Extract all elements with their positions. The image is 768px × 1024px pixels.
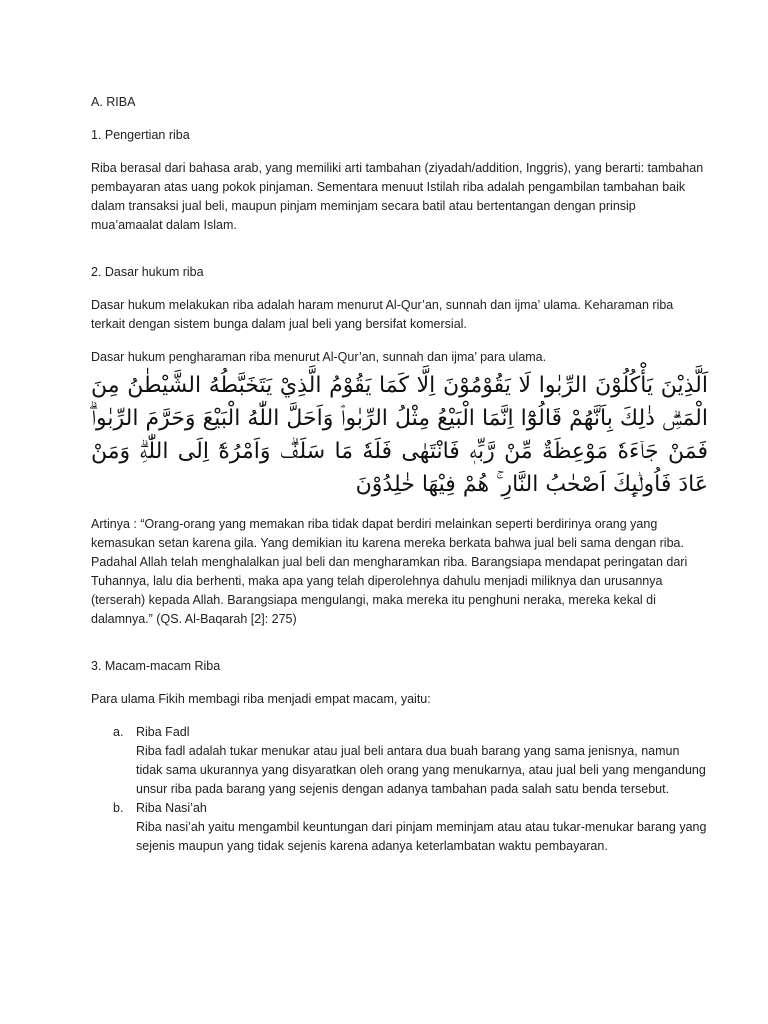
list-item-title: Riba Nasi’ah	[136, 801, 207, 815]
list-item	[91, 799, 708, 856]
list-item-body	[136, 723, 708, 799]
riba-types-list	[91, 723, 708, 856]
section-3-heading: 3. Macam-macam Riba	[91, 659, 221, 673]
list-item-body	[136, 799, 708, 856]
verse-translation: Artinya : “Orang-orang yang memakan riba tidak dapat berdiri melainkan seperti berdirinya orang yang kemasukan setan karena gila. Yang demikian itu karena mereka berkata bahwa jual beli sama dengan riba. Padahal Allah telah menghalalkan jual beli dan mengharamkan riba. Barangsiapa mendapat peringatan dari Tuhannya, lalu dia berhenti, maka apa yang telah diperolehnya dahulu menjadi miliknya dan urusannya (terserah) kepada Allah. Barangsiapa mengulangi, maka mereka itu penghuni neraka, mereka kekal di dalamnya.” (QS. Al-Baqarah [2]: 275)	[91, 517, 688, 626]
section-spacer	[91, 249, 708, 263]
section-1-heading: 1. Pengertian riba	[91, 128, 190, 142]
list-item	[91, 723, 708, 799]
section-title: A. RIBA	[91, 95, 136, 109]
types-intro: Para ulama Fikih membagi riba menjadi empat macam, yaitu:	[91, 692, 431, 706]
list-item-text: Riba fadl adalah tukar menukar atau jual beli antara dua buah barang yang sama jenisnya, namun tidak sama ukurannya yang disyaratkan oleh orang yang menukarnya, atau jual beli yang mengandung unsur riba pada barang yang sejenis dengan adanya tambahan pada salah satu benda tersebut.	[136, 744, 706, 796]
section-spacer	[91, 643, 708, 657]
list-item-title: Riba Fadl	[136, 725, 190, 739]
list-marker: a.	[113, 725, 124, 739]
arabic-verse: اَلَّذِيْنَ يَأْكُلُوْنَ الرِّبٰوا لَا يَقُوْمُوْنَ اِلَّا كَمَا يَقُوْمُ الَّذِيْ يَتَخَبَّطُهُ الشَّيْطٰنُ مِنَ الْمَسِّۗ ذٰلِكَ بِاَنَّهُمْ قَالُوْٓا اِنَّمَا الْبَيْعُ مِثْلُ الرِّبٰواۘ وَاَحَلَّ اللّٰهُ الْبَيْعَ وَحَرَّمَ الرِّبٰواۗ فَمَنْ جَاۤءَهٗ مَوْعِظَةٌ مِّنْ رَّبِّهٖ فَانْتَهٰى فَلَهٗ مَا سَلَفَۗ وَاَمْرُهٗٓ اِلَى اللّٰهِۗ وَمَنْ عَادَ فَاُولٰۤىِٕكَ اَصْحٰبُ النَّارِ ۚ هُمْ فِيْهَا خٰلِدُوْنَ	[91, 373, 708, 497]
definition-paragraph: Riba berasal dari bahasa arab, yang memiliki arti tambahan (ziyadah/addition, Inggris), yang berarti: tambahan pembayaran atas uang pokok pinjaman. Sementara menuut Istilah riba adalah pengambilan tambahan baik dalam transaksi jual beli, maupun pinjam meminjam secara batil atau bertentangan dengan prinsip mua’amaalat dalam Islam.	[91, 161, 704, 232]
list-marker: b.	[113, 801, 124, 815]
section-2-heading: 2. Dasar hukum riba	[91, 265, 204, 279]
legal-basis-intro: Dasar hukum pengharaman riba menurut Al-Qur’an, sunnah dan ijma’ para ulama.	[91, 350, 547, 364]
legal-basis-paragraph: Dasar hukum melakukan riba adalah haram menurut Al-Qur’an, sunnah dan ijma’ ulama. Keharaman riba terkait dengan sistem bunga dalam jual beli yang bersifat komersial.	[91, 298, 674, 331]
list-item-text: Riba nasi’ah yaitu mengambil keuntungan dari pinjam meminjam atau atau tukar-menukar barang yang sejenis maupun yang tidak sejenis karena adanya keterlambatan waktu pembayaran.	[136, 820, 707, 853]
